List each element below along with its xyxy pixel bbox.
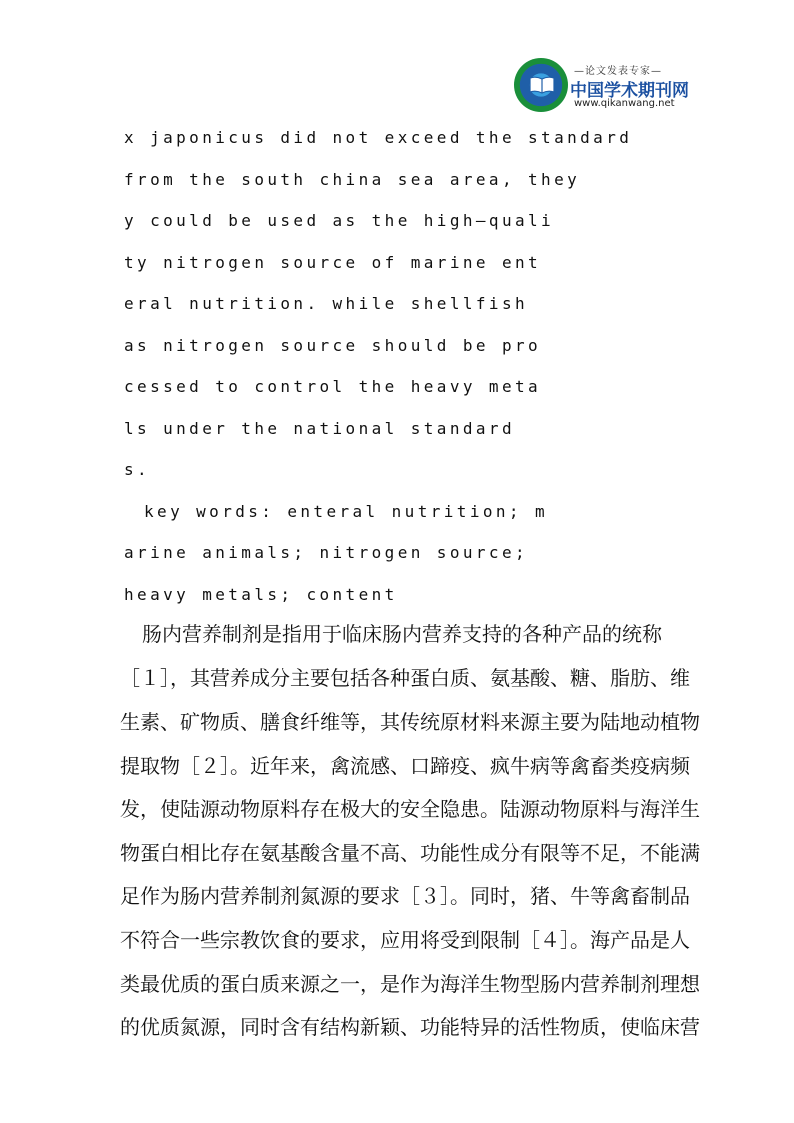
body-line: 足作为肠内营养制剂氮源的要求［３］。同时，猪、牛等禽畜制品 bbox=[120, 884, 690, 908]
abstract-line: cessed to control the heavy meta bbox=[124, 377, 542, 396]
abstract-line: s. bbox=[124, 460, 151, 479]
abstract-line: x japonicus did not exceed the standard bbox=[124, 128, 633, 147]
abstract-line: eral nutrition. while shellfish bbox=[124, 294, 529, 313]
body-line: 提取物［２］。近年来，禽流感、口蹄疫、疯牛病等禽畜类疫病频 bbox=[120, 754, 690, 778]
abstract-line: y could be used as the high—quali bbox=[124, 211, 555, 230]
abstract-line: ty nitrogen source of marine ent bbox=[124, 253, 542, 272]
book-icon bbox=[529, 76, 555, 94]
keywords-line: key words: enteral nutrition; m bbox=[144, 502, 549, 521]
body-line: 肠内营养制剂是指用于临床肠内营养支持的各种产品的统称 bbox=[142, 622, 662, 646]
logo-title: 中国学术期刊网 bbox=[570, 81, 689, 101]
abstract-line: from the south china sea area, they bbox=[124, 170, 581, 189]
keywords-line: heavy metals; content bbox=[124, 585, 398, 604]
journal-logo bbox=[512, 56, 689, 126]
body-line: 的优质氮源，同时含有结构新颖、功能特异的活性物质，使临床营 bbox=[120, 1015, 700, 1039]
abstract-line: ls under the national standard bbox=[124, 419, 515, 438]
body-line: 类最优质的蛋白质来源之一，是作为海洋生物型肠内营养制剂理想 bbox=[120, 972, 700, 996]
keywords-line: arine animals; nitrogen source; bbox=[124, 543, 529, 562]
body-line: 发，使陆源动物原料存在极大的安全隐患。陆源动物原料与海洋生 bbox=[120, 797, 700, 821]
body-line: ［１］，其营养成分主要包括各种蛋白质、氨基酸、糖、脂肪、维 bbox=[120, 666, 690, 690]
logo-url: www.qikanwang.net bbox=[574, 98, 675, 109]
abstract-line: as nitrogen source should be pro bbox=[124, 336, 542, 355]
logo-tagline: —论文发表专家— bbox=[574, 66, 662, 77]
body-line: 物蛋白相比存在氨基酸含量不高、功能性成分有限等不足，不能满 bbox=[120, 841, 700, 865]
body-line: 不符合一些宗教饮食的要求，应用将受到限制［４］。海产品是人 bbox=[120, 928, 690, 952]
body-line: 生素、矿物质、膳食纤维等，其传统原材料来源主要为陆地动植物 bbox=[120, 710, 700, 734]
